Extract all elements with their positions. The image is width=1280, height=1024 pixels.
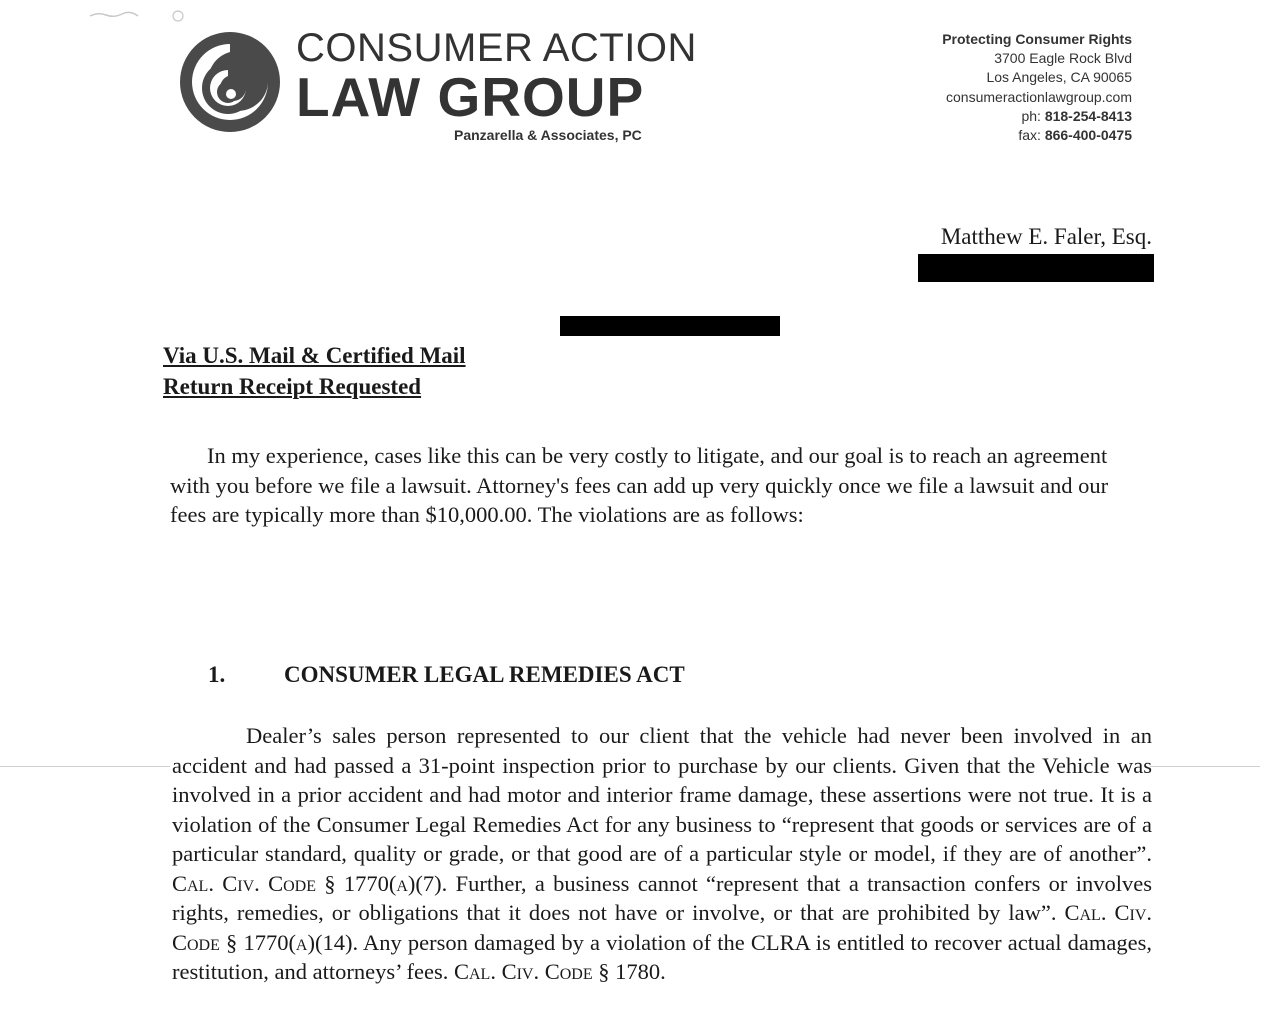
statute-citation: Cal. Civ. Code § 1780. — [454, 959, 666, 984]
delivery-line1: Via U.S. Mail & Certified Mail — [163, 343, 466, 368]
phone-label: ph: — [1021, 107, 1045, 124]
firm-name-line1: CONSUMER ACTION — [296, 26, 697, 70]
fax-number: 866-400-0475 — [1044, 127, 1132, 144]
firm-name-line2: LAW GROUP — [296, 66, 645, 128]
website: consumeractionlawgroup.com — [946, 88, 1132, 105]
tagline: Protecting Consumer Rights — [942, 31, 1132, 47]
scan-line — [1150, 766, 1260, 767]
swirl-logo-icon — [178, 30, 282, 134]
clra-text-part1: Dealer’s sales person represented to our client that the vehicle had never been involved in an accident and had passed a 31-point inspection prior to purchase by our clients. Given that the Vehicle was involved in a prior accident and had motor and interior frame damage, these assertions were not true. It is a violation of the Consumer Legal Remedies Act for any business to “represent that goods or services are of a particular standard, quality or grade, or that good are of a particular style or model, if they are of another”. — [172, 723, 1152, 866]
statute-citation: Cal. Civ. Code § 1770(a)(14). — [172, 900, 1153, 955]
phone-number: 818-254-8413 — [1044, 107, 1132, 124]
redaction-box — [560, 316, 780, 336]
phone-line — [942, 107, 1132, 126]
address-line2: Los Angeles, CA 90065 — [986, 69, 1132, 86]
scan-smudge-mark — [88, 6, 188, 24]
delivery-method — [163, 340, 466, 402]
section-title: CONSUMER LEGAL REMEDIES ACT — [284, 662, 685, 687]
delivery-line2: Return Receipt Requested — [163, 374, 422, 399]
section-number: 1. — [208, 662, 226, 687]
fax-label: fax: — [1018, 127, 1045, 144]
fax-line — [942, 126, 1132, 145]
intro-paragraph: In my experience, cases like this can be very costly to litigate, and our goal is to reach an agreement with you before we file a lawsuit. Attorney's fees can add up very quickly once we file a lawsuit and our fees are typically more than $10,000.00. The violations are as follows: — [170, 443, 1109, 527]
address-line1: 3700 Eagle Rock Blvd — [994, 50, 1132, 67]
firm-subtitle: Panzarella & Associates, PC — [454, 127, 642, 143]
scan-line — [0, 766, 170, 767]
statute-citation: Cal. Civ. Code § 1770(a)(7). — [172, 870, 448, 896]
redaction-box — [918, 254, 1154, 282]
clra-paragraph — [172, 721, 1152, 987]
contact-block — [942, 30, 1132, 145]
clra-text-part3: Any person damaged by a violation of the CLRA is entitled to recover actual damages, restitution, and attorneys’ fees. — [172, 929, 1152, 984]
attorney-name: Matthew E. Faler, Esq. — [940, 224, 1152, 249]
clra-text-part2: Further, a business cannot “represent that a transaction confers or involves rights, remedies, or obligations that it does not have or involve, or that are prohibited by law”. — [172, 870, 1152, 925]
